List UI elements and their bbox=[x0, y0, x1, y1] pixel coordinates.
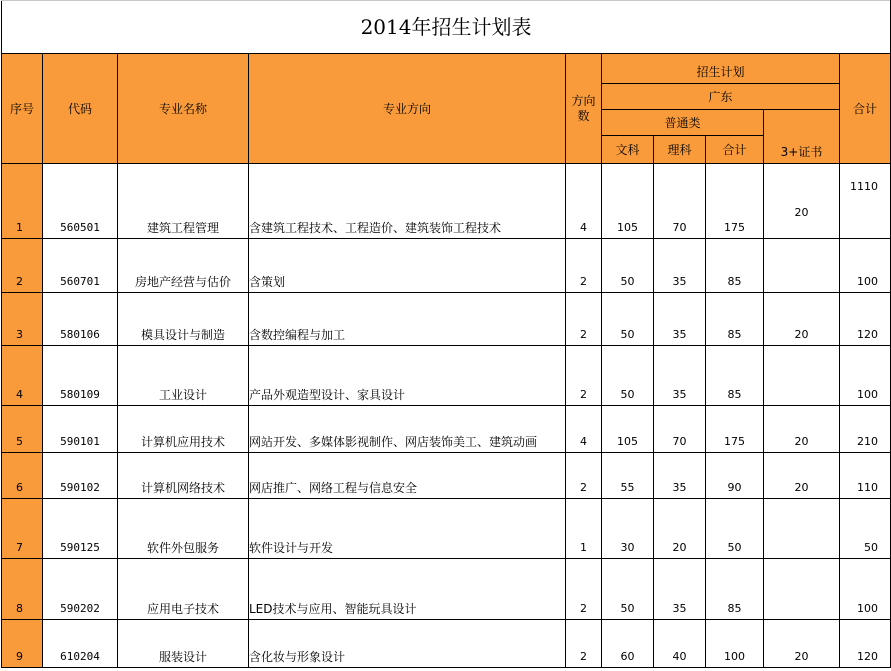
row-code[interactable]: 590125 bbox=[43, 499, 118, 559]
row-code[interactable]: 610204 bbox=[43, 620, 118, 668]
row-major[interactable]: 服装设计 bbox=[118, 620, 249, 668]
row-subtotal[interactable]: 175 bbox=[706, 164, 764, 239]
row-direction-count[interactable]: 2 bbox=[566, 293, 602, 346]
row-arts[interactable]: 50 bbox=[602, 239, 654, 293]
row-arts[interactable]: 50 bbox=[602, 559, 654, 620]
header-science[interactable]: 理科 bbox=[654, 136, 706, 164]
table-row bbox=[2, 293, 891, 346]
row-direction[interactable]: 网店推广、网络工程与信息安全 bbox=[249, 453, 566, 499]
table-row bbox=[2, 499, 891, 559]
row-cert[interactable] bbox=[764, 239, 840, 293]
row-total[interactable]: 100 bbox=[840, 559, 891, 620]
row-direction[interactable]: 含化妆与形象设计 bbox=[249, 620, 566, 668]
header-seq[interactable]: 序号 bbox=[2, 54, 43, 164]
row-arts[interactable]: 50 bbox=[602, 346, 654, 406]
row-direction[interactable]: 含建筑工程技术、工程造价、建筑装饰工程技术 bbox=[249, 164, 566, 239]
row-direction[interactable]: 含策划 bbox=[249, 239, 566, 293]
row-science[interactable]: 70 bbox=[654, 164, 706, 239]
row-code[interactable]: 590101 bbox=[43, 406, 118, 453]
row-direction-count[interactable]: 2 bbox=[566, 559, 602, 620]
row-total[interactable]: 110 bbox=[840, 453, 891, 499]
row-direction-count[interactable]: 2 bbox=[566, 239, 602, 293]
row-subtotal[interactable]: 85 bbox=[706, 239, 764, 293]
row-direction-count[interactable]: 4 bbox=[566, 164, 602, 239]
row-seq[interactable]: 1 bbox=[2, 164, 43, 239]
header-region[interactable]: 广东 bbox=[602, 84, 840, 110]
header-cert[interactable]: 3+证书 bbox=[764, 110, 840, 164]
row-seq[interactable]: 5 bbox=[2, 406, 43, 453]
row-major[interactable]: 模具设计与制造 bbox=[118, 293, 249, 346]
row-cert[interactable]: 20 bbox=[764, 164, 840, 239]
row-subtotal[interactable]: 175 bbox=[706, 406, 764, 453]
row-major[interactable]: 应用电子技术 bbox=[118, 559, 249, 620]
row-direction[interactable]: 产品外观造型设计、家具设计 bbox=[249, 346, 566, 406]
row-subtotal[interactable]: 90 bbox=[706, 453, 764, 499]
header-subtotal[interactable]: 合计 bbox=[706, 136, 764, 164]
table-row bbox=[2, 559, 891, 620]
table-row bbox=[2, 620, 891, 668]
row-total[interactable]: 210 bbox=[840, 406, 891, 453]
row-seq[interactable]: 9 bbox=[2, 620, 43, 668]
row-science[interactable]: 35 bbox=[654, 559, 706, 620]
row-total[interactable]: 100 bbox=[840, 346, 891, 406]
row-total[interactable]: 1110 bbox=[840, 164, 891, 239]
row-cert[interactable] bbox=[764, 346, 840, 406]
row-subtotal[interactable]: 85 bbox=[706, 346, 764, 406]
row-direction-count[interactable]: 2 bbox=[566, 620, 602, 668]
row-seq[interactable]: 3 bbox=[2, 293, 43, 346]
row-seq[interactable]: 4 bbox=[2, 346, 43, 406]
table-row bbox=[2, 453, 891, 499]
row-major[interactable]: 软件外包服务 bbox=[118, 499, 249, 559]
table-row bbox=[2, 239, 891, 293]
table-row bbox=[2, 406, 891, 453]
row-science[interactable]: 35 bbox=[654, 346, 706, 406]
row-seq[interactable]: 2 bbox=[2, 239, 43, 293]
row-major[interactable]: 计算机网络技术 bbox=[118, 453, 249, 499]
header-general[interactable]: 普通类 bbox=[602, 110, 764, 136]
row-cert[interactable]: 20 bbox=[764, 453, 840, 499]
header-major[interactable]: 专业名称 bbox=[118, 54, 249, 164]
header-direction[interactable]: 专业方向 bbox=[249, 54, 566, 164]
row-cert[interactable] bbox=[764, 559, 840, 620]
row-science[interactable]: 35 bbox=[654, 293, 706, 346]
row-total[interactable]: 50 bbox=[840, 499, 891, 559]
row-direction[interactable]: 网站开发、多媒体影视制作、网店装饰美工、建筑动画 bbox=[249, 406, 566, 453]
row-cert[interactable] bbox=[764, 499, 840, 559]
row-total[interactable]: 120 bbox=[840, 293, 891, 346]
row-code[interactable]: 560501 bbox=[43, 164, 118, 239]
row-direction[interactable]: 软件设计与开发 bbox=[249, 499, 566, 559]
table-row bbox=[2, 346, 891, 406]
row-subtotal[interactable]: 50 bbox=[706, 499, 764, 559]
header-plan[interactable]: 招生计划 bbox=[602, 54, 840, 84]
table-row bbox=[2, 164, 891, 239]
row-total[interactable]: 120 bbox=[840, 620, 891, 668]
row-arts[interactable]: 105 bbox=[602, 164, 654, 239]
row-arts[interactable]: 50 bbox=[602, 293, 654, 346]
row-major[interactable]: 房地产经营与估价 bbox=[118, 239, 249, 293]
row-cert[interactable]: 20 bbox=[764, 620, 840, 668]
row-major[interactable]: 建筑工程管理 bbox=[118, 164, 249, 239]
row-arts[interactable]: 30 bbox=[602, 499, 654, 559]
row-arts[interactable]: 60 bbox=[602, 620, 654, 668]
row-direction[interactable]: 含数控编程与加工 bbox=[249, 293, 566, 346]
row-direction-count[interactable]: 2 bbox=[566, 346, 602, 406]
row-subtotal[interactable]: 85 bbox=[706, 559, 764, 620]
row-total[interactable]: 100 bbox=[840, 239, 891, 293]
row-cert[interactable]: 20 bbox=[764, 406, 840, 453]
row-seq[interactable]: 8 bbox=[2, 559, 43, 620]
row-code[interactable]: 580106 bbox=[43, 293, 118, 346]
row-arts[interactable]: 55 bbox=[602, 453, 654, 499]
row-major[interactable]: 工业设计 bbox=[118, 346, 249, 406]
row-subtotal[interactable]: 85 bbox=[706, 293, 764, 346]
sheet-title[interactable]: 2014年招生计划表 bbox=[2, 1, 891, 54]
row-science[interactable]: 40 bbox=[654, 620, 706, 668]
row-science[interactable]: 35 bbox=[654, 239, 706, 293]
row-code[interactable]: 560701 bbox=[43, 239, 118, 293]
row-science[interactable]: 70 bbox=[654, 406, 706, 453]
row-direction-count[interactable]: 1 bbox=[566, 499, 602, 559]
row-seq[interactable]: 7 bbox=[2, 499, 43, 559]
row-direction[interactable]: LED技术与应用、智能玩具设计 bbox=[249, 559, 566, 620]
row-code[interactable]: 590102 bbox=[43, 453, 118, 499]
row-code[interactable]: 580109 bbox=[43, 346, 118, 406]
enrollment-plan-table bbox=[1, 0, 891, 668]
header-arts[interactable]: 文科 bbox=[602, 136, 654, 164]
header-direction-count[interactable]: 方向数 bbox=[566, 54, 602, 164]
row-science[interactable]: 20 bbox=[654, 499, 706, 559]
row-major[interactable]: 计算机应用技术 bbox=[118, 406, 249, 453]
row-code[interactable]: 590202 bbox=[43, 559, 118, 620]
row-cert[interactable]: 20 bbox=[764, 293, 840, 346]
row-seq[interactable]: 6 bbox=[2, 453, 43, 499]
header-code[interactable]: 代码 bbox=[43, 54, 118, 164]
row-science[interactable]: 35 bbox=[654, 453, 706, 499]
row-arts[interactable]: 105 bbox=[602, 406, 654, 453]
row-subtotal[interactable]: 100 bbox=[706, 620, 764, 668]
header-total[interactable]: 合计 bbox=[840, 54, 891, 164]
row-direction-count[interactable]: 2 bbox=[566, 453, 602, 499]
row-direction-count[interactable]: 4 bbox=[566, 406, 602, 453]
